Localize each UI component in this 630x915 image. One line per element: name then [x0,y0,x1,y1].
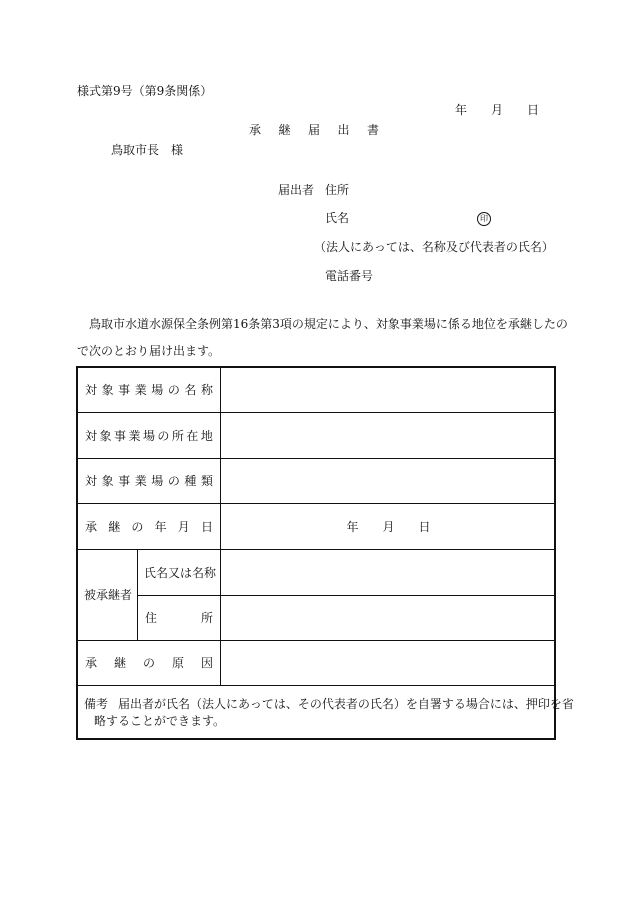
applicant-label: 届出者 [278,183,315,197]
month-label: 月 [382,519,395,534]
year-label: 年 [346,519,359,534]
document-title [249,124,379,136]
remarks-text-line1: 届出者が氏名（法人にあっては、その代表者の氏名）を自署する場合には、押印を省 [118,697,574,711]
remarks-label: 備考 [84,697,109,711]
succession-date-label: 承 継 の 年 月 日 [85,519,213,534]
day-label: 日 [526,103,539,117]
facility-location-label: 対 象 事 業 場 の 所 在 地 [85,428,213,443]
title-char: 承 [249,123,262,137]
facility-location-field[interactable] [221,413,556,458]
facility-type-label: 対 象 事 業 場 の 種 類 [85,474,213,488]
month-label: 月 [490,103,503,117]
addressee: 鳥取市長 様 [111,143,184,157]
predecessor-label: 被承継者 [84,588,133,602]
phone-label: 電話番号 [325,269,374,283]
form-number: 様式第9号（第9条関係） [77,84,213,98]
name-label: 氏名 [325,211,350,225]
body-text-line2: で次のとおり届け出ます。 [77,344,221,358]
predecessor-address-label: 住 所 [145,611,213,625]
facility-type-field[interactable] [221,459,556,503]
date-line [455,104,539,116]
year-label: 年 [455,103,468,117]
title-char: 書 [366,123,379,137]
title-char: 出 [337,123,350,137]
predecessor-address-field[interactable] [221,596,556,640]
title-char: 届 [307,123,320,137]
succession-date-field[interactable] [221,504,556,549]
facility-name-label: 対 象 事 業 場 の 名 称 [85,383,213,397]
title-char: 継 [278,123,291,137]
body-text-line1: 鳥取市水道水源保全条例第16条第3項の規定により、対象事業場に係る地位を承継したの [89,317,568,331]
row-divider [78,685,554,686]
facility-name-field[interactable] [221,368,556,412]
remarks-text-line2: 略することができます。 [94,714,226,728]
day-label: 日 [418,519,431,534]
seal-icon [477,211,491,226]
succession-reason-field[interactable] [221,641,556,685]
corporate-note: （法人にあっては、名称及び代表者の氏名） [314,240,554,254]
succession-reason-label: 承 継 の 原 因 [85,656,213,670]
seal-mark: 印 [477,212,491,226]
predecessor-name-label: 氏名又は名称 [144,565,217,580]
predecessor-name-field[interactable] [221,550,556,595]
form-table [76,366,574,740]
address-label: 住所 [325,183,350,197]
